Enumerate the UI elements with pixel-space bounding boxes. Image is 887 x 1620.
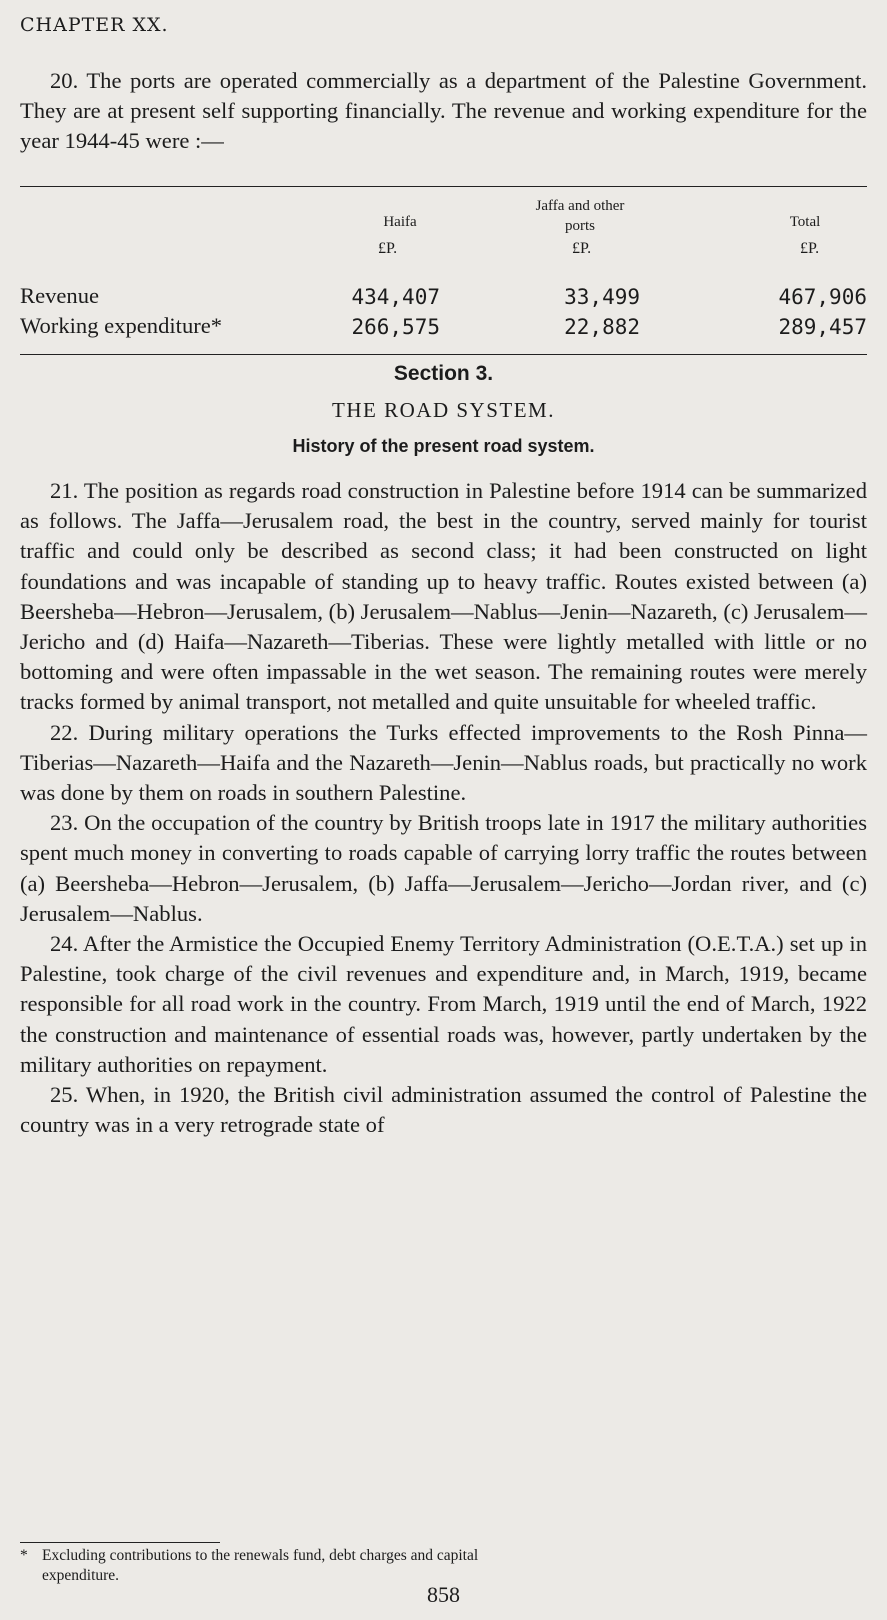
- table-top-rule: [20, 186, 867, 187]
- table-cell: 434,407: [351, 285, 440, 309]
- table-row-label: Working expenditure*: [20, 313, 223, 338]
- footnote-text: Excluding contributions to the renewals fund, debt charges and capital: [42, 1547, 479, 1564]
- footnote-line-1: [20, 1546, 867, 1566]
- column-header-haifa: Haifa: [383, 214, 417, 230]
- footnote: [20, 1546, 867, 1586]
- section-number: Section 3.: [393, 362, 494, 385]
- table-cell: 266,575: [351, 315, 440, 339]
- road-history-text: [20, 476, 867, 1140]
- paragraph-21: 21. The position as regards road construction in Palestine before 1914 can be summarized as follows. The Jaffa—Jerusalem road, the best in the country, served mainly for tourist traffic and could only be described as second class; it had been constructed on light foundations and was incapable of standing up to heavy traffic. Routes existed between (a) Beersheba—Hebron—Jerusalem, (b) Jerusalem—Nablus—Jenin—Nazareth, (c) Jerusalem—Jericho and (d) Haifa—Nazareth—Tiberias. These were lightly metalled with little or no bottoming and were often impassable in the wet season. The remaining routes were merely tracks formed by animal transport, not metalled and quite unsuitable for wheeled traffic.: [20, 478, 867, 715]
- page-number: 858: [427, 1582, 460, 1607]
- paragraph-22: 22. During military operations the Turks effected improvements to the Rosh Pinna—Tiberias—Nazareth—Haifa and the Nazareth—Jenin—Nablus roads, but practically no work was done by them on roads in southern Palestine.: [20, 719, 867, 806]
- section-title: THE ROAD SYSTEM.: [332, 398, 555, 422]
- table-cell: 33,499: [564, 285, 640, 309]
- paragraph-24: 24. After the Armistice the Occupied Enemy Territory Administration (O.E.T.A.) set up in Palestine, took charge of the civil revenues and expenditure and, in March, 1919, became responsible for all road work in the country. From March, 1919 until the end of March, 1922 the construction and maintenance of essential roads was, however, partly undertaken by the military authorities on repayment.: [20, 931, 867, 1077]
- section-subheading: History of the present road system.: [292, 436, 595, 456]
- table-cell: 467,906: [778, 285, 867, 309]
- paragraph-23: 23. On the occupation of the country by British troops late in 1917 the military authorities spent much money in converting to roads capable of carrying lorry traffic the routes between (a) Beersheba—Hebron—Jerusalem, (b) Jaffa—Jerusalem—Jericho—Jordan river, and (c) Jerusalem—Nablus.: [20, 810, 867, 926]
- paragraph-20: 20. The ports are operated commercially as a department of the Palestine Government. They are at present self supporting financially. The revenue and working expenditure for the year 1944-45 were :—: [20, 68, 867, 154]
- table-cell: 289,457: [778, 315, 867, 339]
- paragraph-20-container: [20, 66, 867, 157]
- paragraph-25: 25. When, in 1920, the British civil administration assumed the control of Palestine the country was in a very retrograde state of: [20, 1082, 867, 1138]
- column-header-jaffa: Jaffa and other ports: [535, 198, 625, 234]
- table-cell: 22,882: [564, 315, 640, 339]
- footnote-line-2: expenditure.: [42, 1567, 120, 1584]
- column-unit-total: £P.: [800, 240, 820, 257]
- footnote-rule: [20, 1542, 220, 1543]
- table-bottom-rule: [20, 354, 867, 355]
- column-unit-haifa: £P.: [378, 240, 398, 257]
- table-row-label: Revenue: [20, 283, 100, 308]
- column-unit-jaffa: £P.: [572, 240, 592, 257]
- chapter-heading: CHAPTER XX.: [20, 14, 169, 36]
- footnote-marker: *: [20, 1547, 28, 1564]
- column-header-total: Total: [789, 214, 821, 230]
